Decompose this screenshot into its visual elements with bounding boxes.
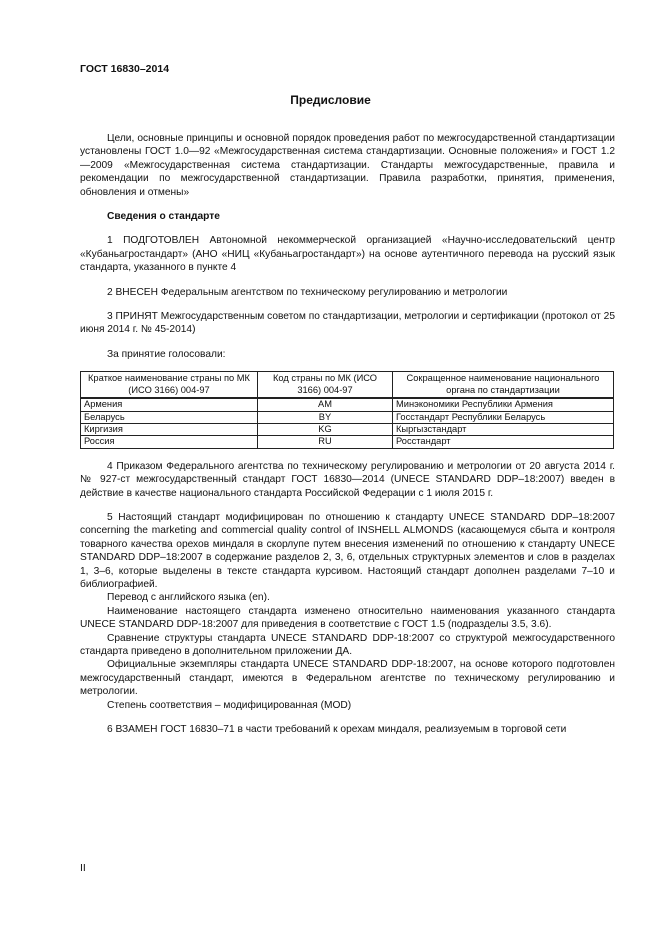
intro-paragraph: Цели, основные принципы и основной порядок проведения работ по межгосударственной стандартизации установлены ГОСТ 1.0—92 «Межгосударственная система стандартизации. Основные положения» и ГОСТ 1.2—2009 «Межгосударственная система стандартизации. Стандарты межгосударственные, правила и рекомендации по межгосударственной стандартизации. Правила разработки, принятия, применения, обновления и отмены» xyxy=(80,133,615,198)
table-header-agency: Сокращенное наименование национального органа по стандартизации xyxy=(393,372,614,398)
item-5-modification: 5 Настоящий стандарт модифицирован по отношению к стандарту UNECE STANDARD DDP–18:2007 concerning the marketing and commercial quality control of INSHELL ALMONDS (касающемуся сбыта и контроля товарного качества орехов миндаля в скорлупе путем внесения изменений по отношению к стандарту UNECE STANDARD DDP–18:2007 в содержание разделов 2, 3, 6, отдельных структурных элементов и слов в разделах 1, 3–6, которые выделены в тексте стандарта курсивом. Настоящий стандарт дополнен разделами 7–10 и библиографией. xyxy=(80,511,615,590)
table-cell-code: AM xyxy=(258,398,393,411)
table-row xyxy=(81,423,614,435)
item-4-order: 4 Приказом Федерального агентства по техническому регулированию и метрологии от 20 августа 2014 г. № 927-ст межгосударственный стандарт ГОСТ 16830—2014 (UNECE STANDARD DDP–18:2007) введен в действие в качестве национального стандарта Российской Федерации с 1 июля 2015 г. xyxy=(80,460,615,499)
table-cell-country: Киргизия xyxy=(81,423,258,435)
item-3-adopted: 3 ПРИНЯТ Межгосударственным советом по стандартизации, метрологии и сертификации (протокол от 25 июня 2014 г. № 45-2014) xyxy=(80,311,615,336)
translation-note: Перевод с английского языка (en). xyxy=(107,592,270,604)
name-change-note: Наименование настоящего стандарта изменено относительно наименования указанного стандарта UNECE STANDARD DDP-18:2007 для приведения в соответствие с ГОСТ 1.5 (подразделы 3.5, 3.6). xyxy=(80,605,615,631)
foreword-body xyxy=(80,132,615,736)
voted-label: За принятие голосовали: xyxy=(107,348,226,360)
item-2-introduced: 2 ВНЕСЕН Федеральным агентством по техническому регулированию и метрологии xyxy=(107,286,508,298)
table-row xyxy=(81,436,614,448)
table-cell-country: Армения xyxy=(81,398,258,411)
table-cell-agency: Росстандарт xyxy=(393,436,614,448)
table-header-row xyxy=(81,372,614,398)
table-cell-code: BY xyxy=(258,411,393,423)
structure-comparison-note: Сравнение структуры стандарта UNECE STANDARD DDP-18:2007 со структурой межгосударственного стандарта приведено в дополнительном приложении ДА. xyxy=(80,632,615,657)
table-cell-code: KG xyxy=(258,423,393,435)
table-cell-agency: Кыргызстандарт xyxy=(393,423,614,435)
page-number: II xyxy=(80,862,86,874)
table-cell-country: Беларусь xyxy=(81,411,258,423)
table-header-country: Краткое наименование страны по МК (ИСО 3166) 004-97 xyxy=(81,372,258,398)
table-row xyxy=(81,411,614,423)
document-number: ГОСТ 16830–2014 xyxy=(80,63,170,75)
page-title: Предисловие xyxy=(290,93,371,107)
item-1-prepared: 1 ПОДГОТОВЛЕН Автономной некоммерческой организацией «Научно-исследовательский центр «Кубаньагростандарт» (АНО «НИЦ «Кубаньагростандарт») на основе аутентичного перевода на русский язык стандарта, указанного в пункте 4 xyxy=(80,235,615,274)
table-header-code: Код страны по МК (ИСО 3166) 004-97 xyxy=(258,372,393,398)
table-cell-agency: Минэкономики Республики Армения xyxy=(393,398,614,411)
table-row xyxy=(81,398,614,411)
standard-info-heading: Сведения о стандарте xyxy=(107,211,220,223)
official-copies-note: Официальные экземпляры стандарта UNECE STANDARD DDP-18:2007, на основе которого подготовлен межгосударственный стандарт, имеются в Федеральном агентстве по техническому регулированию и метрологии. xyxy=(80,659,615,698)
table-cell-country: Россия xyxy=(81,436,258,448)
item-6-replaces: 6 ВЗАМЕН ГОСТ 16830–71 в части требований к орехам миндаля, реализуемым в торговой сети xyxy=(107,724,567,736)
conformity-note: Степень соответствия – модифицированная (MOD) xyxy=(107,699,352,711)
voting-table xyxy=(80,371,614,448)
table-cell-code: RU xyxy=(258,436,393,448)
table-cell-agency: Госстандарт Республики Беларусь xyxy=(393,411,614,423)
